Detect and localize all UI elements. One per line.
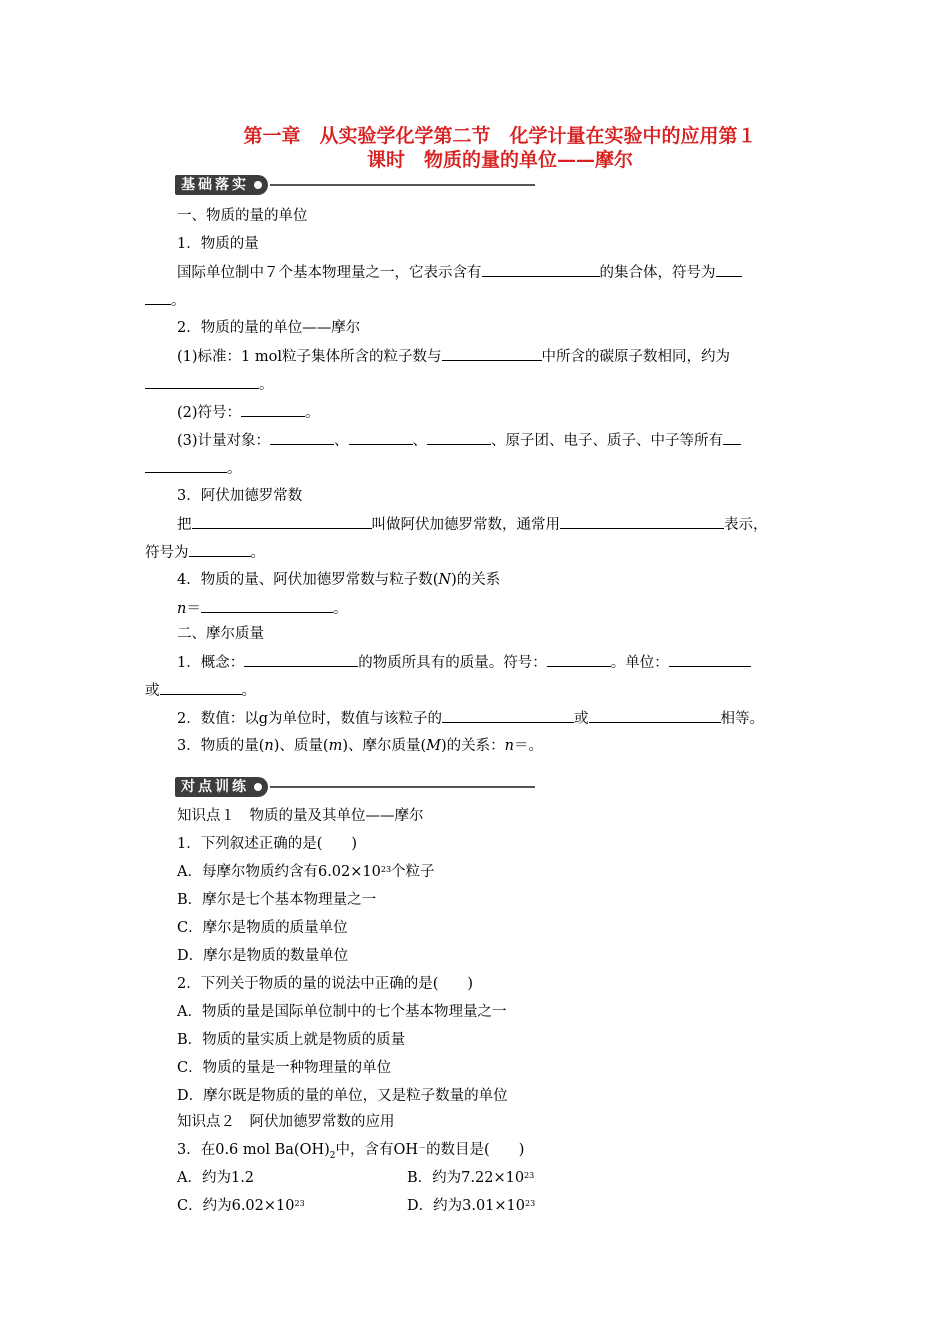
question-2-option-d[interactable]: D．摩尔既是物质的量的单位，又是粒子数量的单位: [177, 1088, 508, 1104]
page-title: [190, 124, 810, 172]
blank-field[interactable]: [349, 430, 413, 445]
question-3-stem: 3．在0.6 mol $Ba(OH)_2$中，含有OH－的数目是( ): [177, 1142, 525, 1161]
question-1-option-c[interactable]: C．摩尔是物质的质量单位: [177, 920, 348, 936]
question-1-option-b[interactable]: B．摩尔是七个基本物理量之一: [177, 892, 377, 908]
blank-field[interactable]: [270, 430, 334, 445]
blank-field[interactable]: [145, 290, 171, 305]
blank-field[interactable]: [716, 262, 742, 277]
blank-field[interactable]: [244, 652, 358, 667]
question-1-stem: 1．下列叙述正确的是( ): [177, 836, 358, 852]
fill-line: 符号为 。: [145, 542, 265, 563]
question-3-option-c[interactable]: C．约为$6.02\times 10^{23}$: [177, 1198, 305, 1214]
blank-field[interactable]: [160, 680, 242, 695]
knowledge-point-1: 知识点１ 物质的量及其单位——摩尔: [177, 808, 424, 824]
fill-line: (3)计量对象： 、 、 、原子团、电子、质子、中子等所有: [177, 430, 741, 451]
fill-line: (2)符号： 。: [177, 402, 320, 423]
question-3-option-d[interactable]: D．约为$3.01\times 10^{23}$: [407, 1198, 536, 1214]
section-rule: [270, 184, 535, 186]
blank-field[interactable]: [442, 708, 574, 723]
title-line-1: 第一章 从实验学化学第二节 化学计量在实验中的应用第１: [243, 125, 757, 147]
fill-line: n＝ 。: [177, 598, 347, 619]
fill-line: (1)标准：1 mol粒子集体所含的粒子数与 中所含的碳原子数相同，约为: [177, 346, 730, 367]
question-3-option-b[interactable]: B．约为$7.22\times 10^{23}$: [407, 1170, 535, 1186]
fill-line: 。: [145, 290, 186, 311]
question-1-option-d[interactable]: D．摩尔是物质的数量单位: [177, 948, 349, 964]
blank-field[interactable]: [201, 598, 333, 613]
blank-field[interactable]: [241, 402, 305, 417]
blank-field[interactable]: [442, 346, 542, 361]
question-1-option-a[interactable]: A．每摩尔物质约含有$6.02\times 10^{23}$个粒子: [177, 864, 435, 880]
title-line-2: 课时 物质的量的单位——摩尔: [366, 149, 633, 171]
question-2-option-b[interactable]: B．物质的量实质上就是物质的质量: [177, 1032, 406, 1048]
section-header-practice: [175, 776, 535, 798]
blank-field[interactable]: [589, 708, 721, 723]
question-3-option-a[interactable]: A．约为1.2: [177, 1170, 255, 1186]
question-2-option-c[interactable]: C．物质的量是一种物理量的单位: [177, 1060, 392, 1076]
subheading-amount: 1．物质的量: [177, 236, 259, 252]
blank-field[interactable]: [547, 652, 611, 667]
section-rule: [270, 786, 535, 788]
subheading-mole: 2．物质的量的单位——摩尔: [177, 320, 361, 336]
blank-field[interactable]: [145, 374, 259, 389]
blank-field[interactable]: [189, 542, 251, 557]
blank-field[interactable]: [192, 514, 372, 529]
section-header-basics: [175, 174, 535, 196]
section-tag: 基础落实: [175, 175, 268, 195]
question-2-option-a[interactable]: A．物质的量是国际单位制中的七个基本物理量之一: [177, 1004, 507, 1020]
bullet-dot-icon: [254, 181, 262, 189]
heading-molar-mass: 二、摩尔质量: [177, 626, 264, 642]
fill-line: 。: [145, 374, 274, 395]
heading-unit: 一、物质的量的单位: [177, 208, 308, 224]
section-tag: 对点训练: [175, 777, 268, 797]
relation-line: 3．物质的量(n)、质量(m)、摩尔质量(M)的关系：n＝。: [177, 738, 544, 754]
knowledge-point-2: 知识点２ 阿伏加德罗常数的应用: [177, 1114, 395, 1130]
subheading-avogadro: 3．阿伏加德罗常数: [177, 488, 303, 504]
fill-line: 把 叫做阿伏加德罗常数，通常用 表示，: [177, 514, 768, 535]
blank-field[interactable]: [560, 514, 724, 529]
subheading-relation: 4．物质的量、阿伏加德罗常数与粒子数(N)的关系: [177, 572, 501, 588]
blank-field[interactable]: [669, 652, 751, 667]
blank-field[interactable]: [145, 458, 227, 473]
blank-field[interactable]: [723, 430, 741, 445]
fill-line: 1．概念： 的物质所具有的质量。符号： 。单位：: [177, 652, 751, 673]
fill-line: 国际单位制中７个基本物理量之一，它表示含有 的集合体，符号为: [177, 262, 742, 283]
fill-line: 。: [145, 458, 242, 479]
question-2-stem: 2．下列关于物质的量的说法中正确的是( ): [177, 976, 474, 992]
fill-line: 或 。: [145, 680, 256, 701]
blank-field[interactable]: [482, 262, 600, 277]
bullet-dot-icon: [254, 783, 262, 791]
fill-line: 2．数值：以g为单位时，数值与该粒子的 或 相等。: [177, 708, 764, 729]
blank-field[interactable]: [427, 430, 491, 445]
